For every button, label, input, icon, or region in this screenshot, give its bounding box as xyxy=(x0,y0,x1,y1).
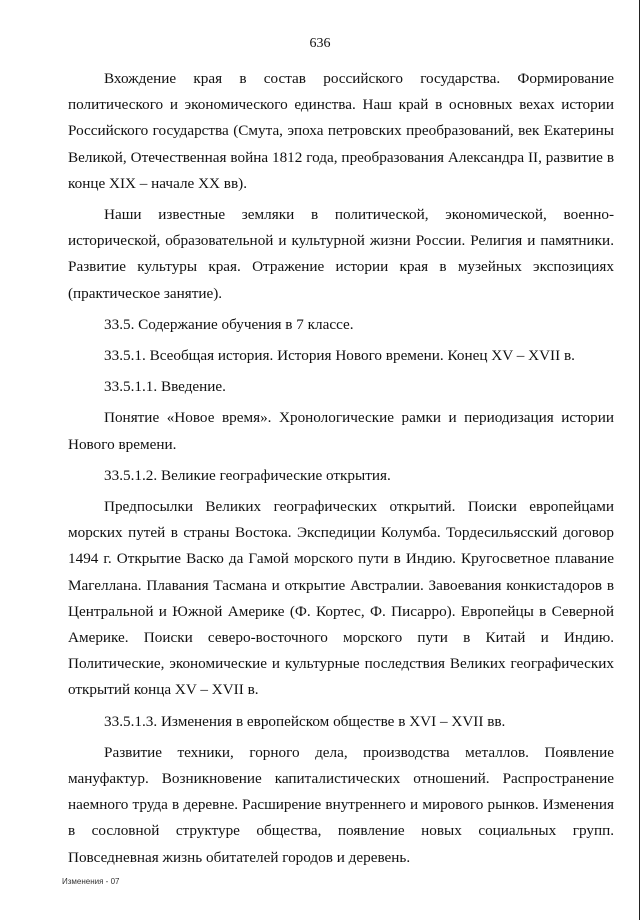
section-heading-geographic-discoveries: 33.5.1.2. Великие географические открытия. xyxy=(104,466,391,484)
footer-note: Изменения - 07 xyxy=(62,877,120,886)
document-body xyxy=(68,66,614,876)
paragraph-famous-countrymen: Наши известные земляки в политической, экономической, военно-исторической, образовательной и культурной жизни России. Религия и памятники. Развитие культуры края. Отражение истории края в музейных экспозициях (практическое занятие). xyxy=(68,206,614,302)
paragraph-european-society: Развитие техники, горного дела, производства металлов. Появление мануфактур. Возникновение капиталистических отношений. Распространение наемного труда в деревне. Расширение внутреннего и мирового рынков. Изменения в сословной структуре общества, появление новых социальных групп. Повседневная жизнь обитателей городов и деревень. xyxy=(68,743,614,866)
section-heading-7th-grade: 33.5. Содержание обучения в 7 классе. xyxy=(104,315,354,333)
section-heading-european-society: 33.5.1.3. Изменения в европейском обществе в XVI – XVII вв. xyxy=(104,712,506,730)
paragraph-region-entry: Вхождение края в состав российского государства. Формирование политического и экономического единства. Наш край в основных вехах истории Российского государства (Смута, эпоха петровских преобразований, век Екатерины Великой, Отечественная война 1812 года, преобразования Александра II, развитие в конце XIX – начале XX вв). xyxy=(68,70,614,192)
section-heading-introduction: 33.5.1.1. Введение. xyxy=(104,378,226,396)
paragraph-geographic-discoveries: Предпосылки Великих географических открытий. Поиски европейцами морских путей в страны Востока. Экспедиции Колумба. Тордесильясский договор 1494 г. Открытие Васко да Гамой морского пути в Индию. Кругосветное плавание Магеллана. Плавания Тасмана и открытие Австралии. Завоевания конкистадоров в Центральной и Южной Америке (Ф. Кортес, Ф. Писарро). Европейцы в Северной Америке. Поиски северо-восточного морского пути в Китай и Индию. Политические, экономические и культурные последствия Великих географических открытий конца XV – XVII в. xyxy=(68,498,614,699)
section-heading-world-history: 33.5.1. Всеобщая история. История Нового времени. Конец XV – XVII в. xyxy=(104,347,575,365)
page-number: 636 xyxy=(309,36,331,51)
paragraph-new-time-concept: Понятие «Новое время». Хронологические рамки и периодизация истории Нового времени. xyxy=(68,409,614,453)
